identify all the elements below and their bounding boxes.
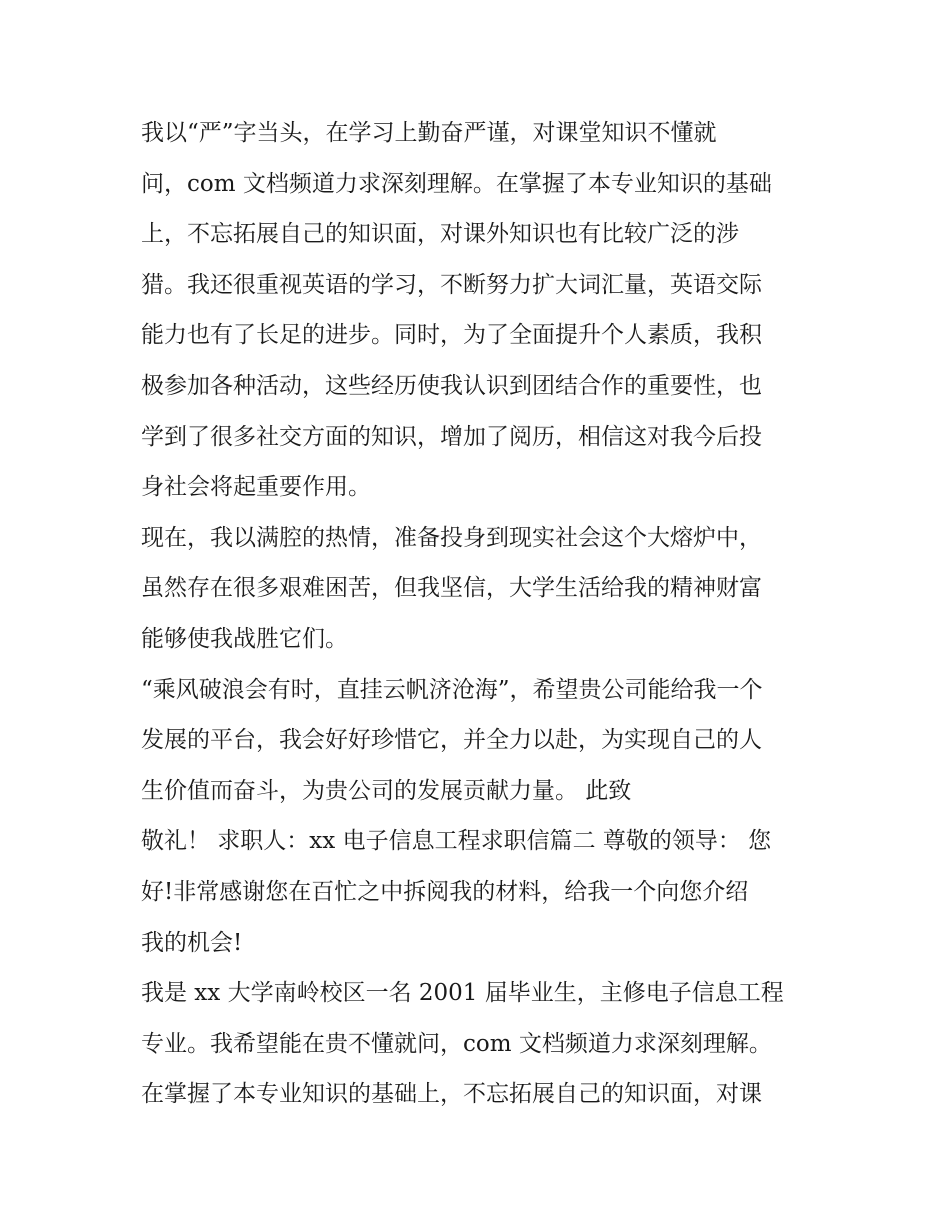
text-line: 好!非常感谢您在百忙之中拆阅我的材料，给我一个向您介绍 xyxy=(141,878,749,905)
text-line: 专业。我希望能在贵不懂就问，com 文档频道力求深刻理解。 xyxy=(141,1030,772,1057)
text-line: 发展的平台，我会好好珍惜它，并全力以赴，为实现自己的人 xyxy=(141,727,762,754)
text-line: 现在，我以满腔的热情，准备投身到现实社会这个大熔炉中， xyxy=(141,524,762,551)
text-line: 生价值而奋斗，为贵公司的发展贡献力量。 此致 xyxy=(141,777,632,804)
text-line: 问，com 文档频道力求深刻理解。在掌握了本专业知识的基础 xyxy=(141,170,772,197)
text-line: 敬礼！ 求职人：xx 电子信息工程求职信篇二 尊敬的领导： 您 xyxy=(141,828,772,855)
text-line: 我以“严”字当头，在学习上勤奋严谨，对课堂知识不懂就 xyxy=(141,120,717,146)
document-body xyxy=(141,108,831,1120)
text-line: 猎。我还很重视英语的学习，不断努力扩大词汇量，英语交际 xyxy=(141,271,762,298)
text-line: 能力也有了长足的进步。同时，为了全面提升个人素质，我积 xyxy=(141,322,762,349)
text-line: 我是 xx 大学南岭校区一名 2001 届毕业生，主修电子信息工程 xyxy=(141,980,784,1007)
text-line: 在掌握了本专业知识的基础上，不忘拓展自己的知识面，对课 xyxy=(141,1081,762,1108)
text-line: 我的机会! xyxy=(141,929,243,956)
text-line: 极参加各种活动，这些经历使我认识到团结合作的重要性，也 xyxy=(141,372,762,399)
text-line: “乘风破浪会有时，直挂云帆济沧海”，希望贵公司能给我一个 xyxy=(141,676,763,703)
text-line: 虽然存在很多艰难困苦，但我坚信，大学生活给我的精神财富 xyxy=(141,575,762,602)
text-line: 身社会将起重要作用。 xyxy=(141,474,371,501)
text-line: 学到了很多社交方面的知识，增加了阅历，相信这对我今后投 xyxy=(141,423,762,450)
text-line: 上，不忘拓展自己的知识面，对课外知识也有比较广泛的涉 xyxy=(141,221,739,248)
text-line: 能够使我战胜它们。 xyxy=(141,625,348,652)
